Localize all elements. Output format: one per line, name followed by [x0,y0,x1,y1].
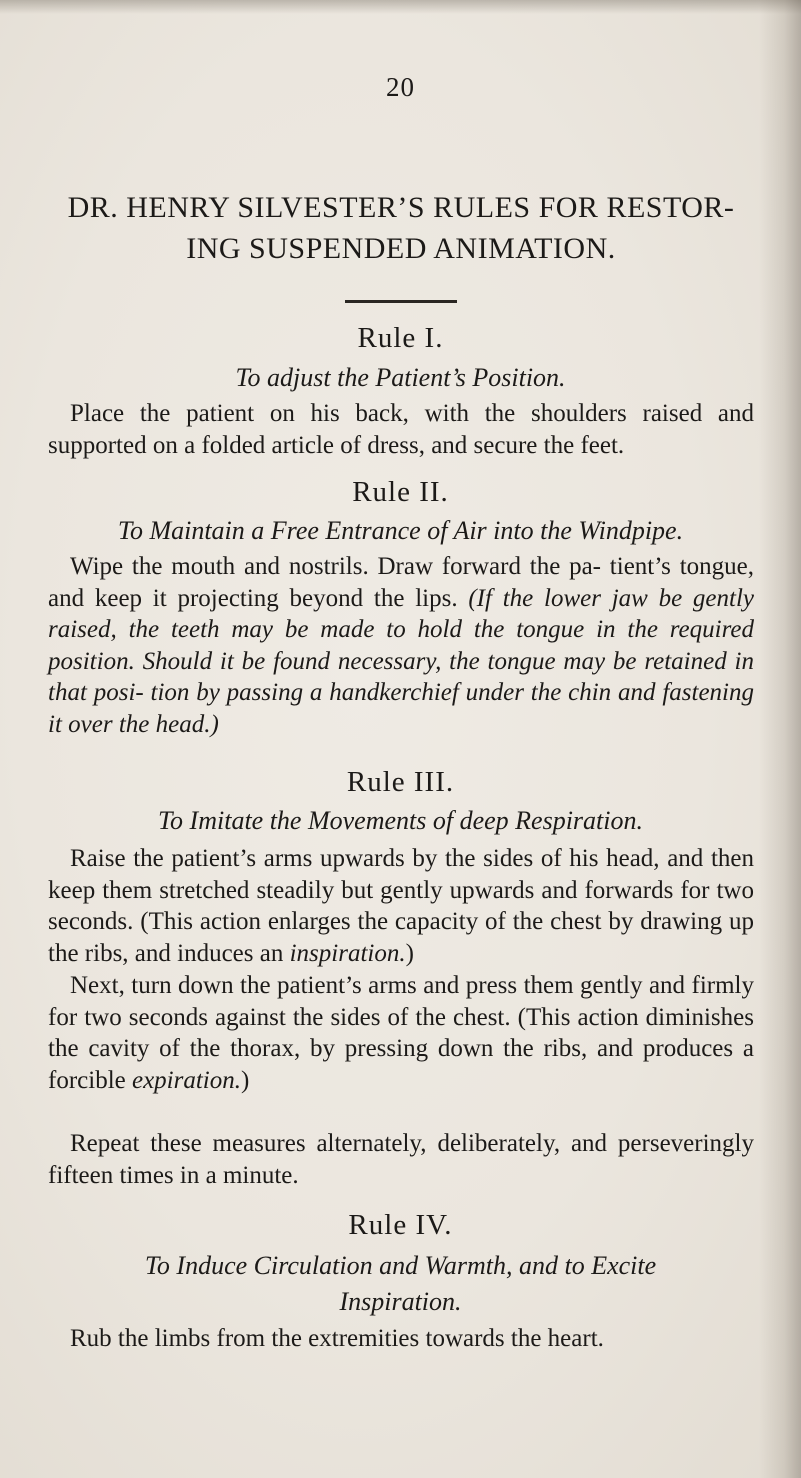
rule-2-heading: Rule II. [352,476,449,508]
rule-3-subheading: To Imitate the Movements of deep Respiration. [157,806,643,835]
rule-4-text: Rub the limbs from the extremities towards the heart. [70,1325,604,1352]
rule-2-italic-note: (If the lower jaw be gently raised, the teeth may be made to hold the tongue in the required position. Should it be found necessary, the tongue may be retained in that posi- tion by passing a handkerchief under the chin and fastening it over the head.) [48,584,755,738]
rule-1-paragraph [48,398,754,461]
page-top-edge [0,0,801,14]
title-divider [345,300,457,303]
rule-3-paragraph-3 [48,1128,754,1191]
rule-4-paragraph [48,1323,754,1355]
rule-3-paragraph-2 [48,970,754,1096]
rule-3-p1-text: Raise the patient’s arms upwards by the sides of his head, and then keep them stretched steadily but gently upwards and forwards for two seconds. (This action enlarges the capacity of the chest by drawing up the ribs, and induces an [48,845,754,967]
page-title: DR. HENRY SILVESTER’S RULES FOR RESTOR- ING SUSPENDED ANIMATION. [67,191,735,265]
rule-1-text: Place the patient on his back, with the shoulders raised and supported on a folded article of dress, and secure the feet. [48,400,754,459]
rule-4-subheading-line-1: To Induce Circulation and Warmth, and to Excite [144,1251,657,1280]
rule-3-p1-emphasis: inspiration. [289,939,406,967]
rule-1-heading: Rule I. [357,322,444,354]
rule-2-subheading: To Maintain a Free Entrance of Air into the Windpipe. [117,516,684,545]
rule-3-p3-text: Repeat these measures alternately, deliberately, and perseveringly fifteen times in a minute. [48,1130,754,1189]
rule-3-paragraph-1 [48,843,754,969]
rule-3-p2-emphasis: expiration. [131,1066,241,1094]
rule-3-p2-text: Next, turn down the patient’s arms and press them gently and firmly for two seconds against the sides of the chest. (This action diminishes the cavity of the thorax, by pressing down the ribs, and produces a forcible [48,972,754,1094]
rule-3-p2-close: ) [241,1066,250,1094]
page-number: 20 [386,72,415,102]
rule-2-paragraph [48,551,754,740]
rule-1-subheading: To adjust the Patient’s Position. [235,363,566,392]
rule-4-subheading-line-2: Inspiration. [339,1287,462,1316]
rule-2-text: Wipe the mouth and nostrils. Draw forward the pa- tient’s tongue, and keep it projecting beyond the lips. [48,553,754,612]
rule-3-heading: Rule III. [346,766,455,798]
rule-4-heading: Rule IV. [348,1209,453,1241]
rule-3-p1-close: ) [405,939,414,967]
